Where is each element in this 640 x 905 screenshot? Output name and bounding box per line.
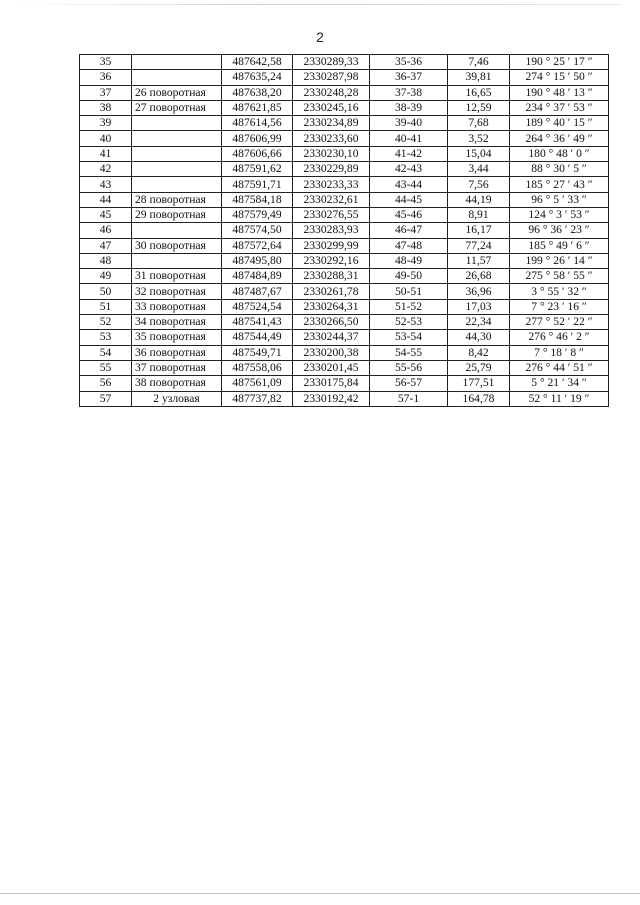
point-name-cell: 2 узловая [132, 391, 222, 406]
table-row [80, 55, 609, 70]
y-coordinate-cell: 2330232,61 [293, 192, 370, 207]
length-cell: 17,03 [448, 299, 510, 314]
point-name-cell [132, 177, 222, 192]
segment-cell: 51-52 [370, 299, 448, 314]
y-coordinate-cell: 2330261,78 [293, 284, 370, 299]
segment-cell: 56-57 [370, 376, 448, 391]
point-number-cell: 45 [80, 207, 132, 222]
length-cell: 44,19 [448, 192, 510, 207]
point-name-cell [132, 55, 222, 70]
length-cell: 12,59 [448, 100, 510, 115]
x-coordinate-cell: 487541,43 [222, 315, 293, 330]
x-coordinate-cell: 487591,62 [222, 162, 293, 177]
x-coordinate-cell: 487642,58 [222, 55, 293, 70]
segment-cell: 53-54 [370, 330, 448, 345]
point-name-cell: 26 поворотная [132, 85, 222, 100]
direction-angle-cell: 96 ° 36 ′ 23 ″ [510, 223, 609, 238]
x-coordinate-cell: 487572,64 [222, 238, 293, 253]
y-coordinate-cell: 2330230,10 [293, 146, 370, 161]
segment-cell: 46-47 [370, 223, 448, 238]
x-coordinate-cell: 487621,85 [222, 100, 293, 115]
point-number-cell: 41 [80, 146, 132, 161]
segment-cell: 52-53 [370, 315, 448, 330]
point-number-cell: 49 [80, 269, 132, 284]
x-coordinate-cell: 487574,50 [222, 223, 293, 238]
point-name-cell [132, 253, 222, 268]
point-name-cell: 33 поворотная [132, 299, 222, 314]
direction-angle-cell: 52 ° 11 ′ 19 ″ [510, 391, 609, 406]
direction-angle-cell: 7 ° 23 ′ 16 ″ [510, 299, 609, 314]
x-coordinate-cell: 487524,54 [222, 299, 293, 314]
table-row [80, 284, 609, 299]
table-row [80, 146, 609, 161]
y-coordinate-cell: 2330283,93 [293, 223, 370, 238]
direction-angle-cell: 124 ° 3 ′ 53 ″ [510, 207, 609, 222]
table-row [80, 100, 609, 115]
direction-angle-cell: 96 ° 5 ′ 33 ″ [510, 192, 609, 207]
y-coordinate-cell: 2330292,16 [293, 253, 370, 268]
point-number-cell: 56 [80, 376, 132, 391]
coordinates-table-body [80, 55, 609, 407]
x-coordinate-cell: 487549,71 [222, 345, 293, 360]
point-number-cell: 47 [80, 238, 132, 253]
point-name-cell: 37 поворотная [132, 360, 222, 375]
length-cell: 7,46 [448, 55, 510, 70]
table-row [80, 162, 609, 177]
table-row [80, 391, 609, 406]
y-coordinate-cell: 2330233,60 [293, 131, 370, 146]
point-number-cell: 48 [80, 253, 132, 268]
y-coordinate-cell: 2330175,84 [293, 376, 370, 391]
point-number-cell: 46 [80, 223, 132, 238]
direction-angle-cell: 7 ° 18 ′ 8 ″ [510, 345, 609, 360]
length-cell: 7,68 [448, 116, 510, 131]
point-number-cell: 50 [80, 284, 132, 299]
table-row [80, 299, 609, 314]
direction-angle-cell: 275 ° 58 ′ 55 ″ [510, 269, 609, 284]
point-number-cell: 37 [80, 85, 132, 100]
y-coordinate-cell: 2330288,31 [293, 269, 370, 284]
point-name-cell [132, 116, 222, 131]
page-number: 2 [316, 29, 324, 45]
y-coordinate-cell: 2330299,99 [293, 238, 370, 253]
length-cell: 11,57 [448, 253, 510, 268]
table-row [80, 70, 609, 85]
point-name-cell: 38 поворотная [132, 376, 222, 391]
y-coordinate-cell: 2330264,31 [293, 299, 370, 314]
y-coordinate-cell: 2330248,28 [293, 85, 370, 100]
segment-cell: 39-40 [370, 116, 448, 131]
length-cell: 36,96 [448, 284, 510, 299]
point-name-cell [132, 131, 222, 146]
point-name-cell [132, 146, 222, 161]
length-cell: 8,91 [448, 207, 510, 222]
y-coordinate-cell: 2330200,38 [293, 345, 370, 360]
table-row [80, 131, 609, 146]
point-name-cell [132, 223, 222, 238]
direction-angle-cell: 190 ° 25 ′ 17 ″ [510, 55, 609, 70]
direction-angle-cell: 276 ° 46 ′ 2 ″ [510, 330, 609, 345]
x-coordinate-cell: 487591,71 [222, 177, 293, 192]
table-row [80, 330, 609, 345]
y-coordinate-cell: 2330245,16 [293, 100, 370, 115]
segment-cell: 47-48 [370, 238, 448, 253]
point-number-cell: 53 [80, 330, 132, 345]
point-number-cell: 51 [80, 299, 132, 314]
length-cell: 8,42 [448, 345, 510, 360]
point-number-cell: 52 [80, 315, 132, 330]
x-coordinate-cell: 487487,67 [222, 284, 293, 299]
direction-angle-cell: 274 ° 15 ′ 50 ″ [510, 70, 609, 85]
length-cell: 77,24 [448, 238, 510, 253]
table-row [80, 238, 609, 253]
x-coordinate-cell: 487561,09 [222, 376, 293, 391]
point-number-cell: 55 [80, 360, 132, 375]
direction-angle-cell: 277 ° 52 ′ 22 ″ [510, 315, 609, 330]
segment-cell: 50-51 [370, 284, 448, 299]
table-row [80, 345, 609, 360]
y-coordinate-cell: 2330192,42 [293, 391, 370, 406]
length-cell: 26,68 [448, 269, 510, 284]
point-name-cell [132, 162, 222, 177]
point-name-cell: 28 поворотная [132, 192, 222, 207]
direction-angle-cell: 190 ° 48 ′ 13 ″ [510, 85, 609, 100]
point-number-cell: 36 [80, 70, 132, 85]
direction-angle-cell: 234 ° 37 ′ 53 ″ [510, 100, 609, 115]
segment-cell: 36-37 [370, 70, 448, 85]
segment-cell: 55-56 [370, 360, 448, 375]
length-cell: 16,65 [448, 85, 510, 100]
table-row [80, 85, 609, 100]
direction-angle-cell: 185 ° 49 ′ 6 ″ [510, 238, 609, 253]
segment-cell: 44-45 [370, 192, 448, 207]
table-row [80, 223, 609, 238]
point-number-cell: 54 [80, 345, 132, 360]
point-number-cell: 39 [80, 116, 132, 131]
x-coordinate-cell: 487544,49 [222, 330, 293, 345]
x-coordinate-cell: 487484,89 [222, 269, 293, 284]
table-row [80, 269, 609, 284]
direction-angle-cell: 189 ° 40 ′ 15 ″ [510, 116, 609, 131]
x-coordinate-cell: 487579,49 [222, 207, 293, 222]
length-cell: 25,79 [448, 360, 510, 375]
y-coordinate-cell: 2330289,33 [293, 55, 370, 70]
segment-cell: 43-44 [370, 177, 448, 192]
y-coordinate-cell: 2330234,89 [293, 116, 370, 131]
point-number-cell: 43 [80, 177, 132, 192]
point-name-cell: 34 поворотная [132, 315, 222, 330]
x-coordinate-cell: 487584,18 [222, 192, 293, 207]
point-name-cell: 27 поворотная [132, 100, 222, 115]
y-coordinate-cell: 2330287,98 [293, 70, 370, 85]
point-number-cell: 44 [80, 192, 132, 207]
point-name-cell: 29 поворотная [132, 207, 222, 222]
segment-cell: 54-55 [370, 345, 448, 360]
table-row [80, 192, 609, 207]
y-coordinate-cell: 2330244,37 [293, 330, 370, 345]
table-row [80, 116, 609, 131]
table-row [80, 315, 609, 330]
point-number-cell: 42 [80, 162, 132, 177]
y-coordinate-cell: 2330229,89 [293, 162, 370, 177]
point-name-cell [132, 70, 222, 85]
x-coordinate-cell: 487737,82 [222, 391, 293, 406]
length-cell: 177,51 [448, 376, 510, 391]
y-coordinate-cell: 2330233,33 [293, 177, 370, 192]
segment-cell: 57-1 [370, 391, 448, 406]
point-name-cell: 35 поворотная [132, 330, 222, 345]
segment-cell: 38-39 [370, 100, 448, 115]
direction-angle-cell: 88 ° 30 ′ 5 ″ [510, 162, 609, 177]
x-coordinate-cell: 487495,80 [222, 253, 293, 268]
length-cell: 44,30 [448, 330, 510, 345]
segment-cell: 48-49 [370, 253, 448, 268]
length-cell: 15,04 [448, 146, 510, 161]
table-row [80, 376, 609, 391]
segment-cell: 37-38 [370, 85, 448, 100]
point-number-cell: 40 [80, 131, 132, 146]
x-coordinate-cell: 487606,99 [222, 131, 293, 146]
direction-angle-cell: 199 ° 26 ′ 14 ″ [510, 253, 609, 268]
length-cell: 39,81 [448, 70, 510, 85]
table-row [80, 207, 609, 222]
segment-cell: 40-41 [370, 131, 448, 146]
length-cell: 22,34 [448, 315, 510, 330]
point-name-cell: 30 поворотная [132, 238, 222, 253]
y-coordinate-cell: 2330201,45 [293, 360, 370, 375]
direction-angle-cell: 276 ° 44 ′ 51 ″ [510, 360, 609, 375]
x-coordinate-cell: 487558,06 [222, 360, 293, 375]
scan-artifact-top [10, 4, 620, 5]
segment-cell: 41-42 [370, 146, 448, 161]
point-number-cell: 35 [80, 55, 132, 70]
y-coordinate-cell: 2330276,55 [293, 207, 370, 222]
y-coordinate-cell: 2330266,50 [293, 315, 370, 330]
table-row [80, 177, 609, 192]
point-number-cell: 57 [80, 391, 132, 406]
x-coordinate-cell: 487614,56 [222, 116, 293, 131]
scan-artifact-bottom [0, 893, 640, 894]
segment-cell: 49-50 [370, 269, 448, 284]
direction-angle-cell: 185 ° 27 ′ 43 ″ [510, 177, 609, 192]
table-row [80, 253, 609, 268]
length-cell: 3,52 [448, 131, 510, 146]
x-coordinate-cell: 487638,20 [222, 85, 293, 100]
direction-angle-cell: 3 ° 55 ′ 32 ″ [510, 284, 609, 299]
segment-cell: 45-46 [370, 207, 448, 222]
x-coordinate-cell: 487635,24 [222, 70, 293, 85]
point-number-cell: 38 [80, 100, 132, 115]
segment-cell: 35-36 [370, 55, 448, 70]
length-cell: 164,78 [448, 391, 510, 406]
point-name-cell: 31 поворотная [132, 269, 222, 284]
direction-angle-cell: 264 ° 36 ′ 49 ″ [510, 131, 609, 146]
x-coordinate-cell: 487606,66 [222, 146, 293, 161]
direction-angle-cell: 5 ° 21 ′ 34 ″ [510, 376, 609, 391]
length-cell: 16,17 [448, 223, 510, 238]
direction-angle-cell: 180 ° 48 ′ 0 ″ [510, 146, 609, 161]
coordinates-table [79, 54, 609, 407]
length-cell: 7,56 [448, 177, 510, 192]
table-row [80, 360, 609, 375]
length-cell: 3,44 [448, 162, 510, 177]
point-name-cell: 32 поворотная [132, 284, 222, 299]
point-name-cell: 36 поворотная [132, 345, 222, 360]
segment-cell: 42-43 [370, 162, 448, 177]
